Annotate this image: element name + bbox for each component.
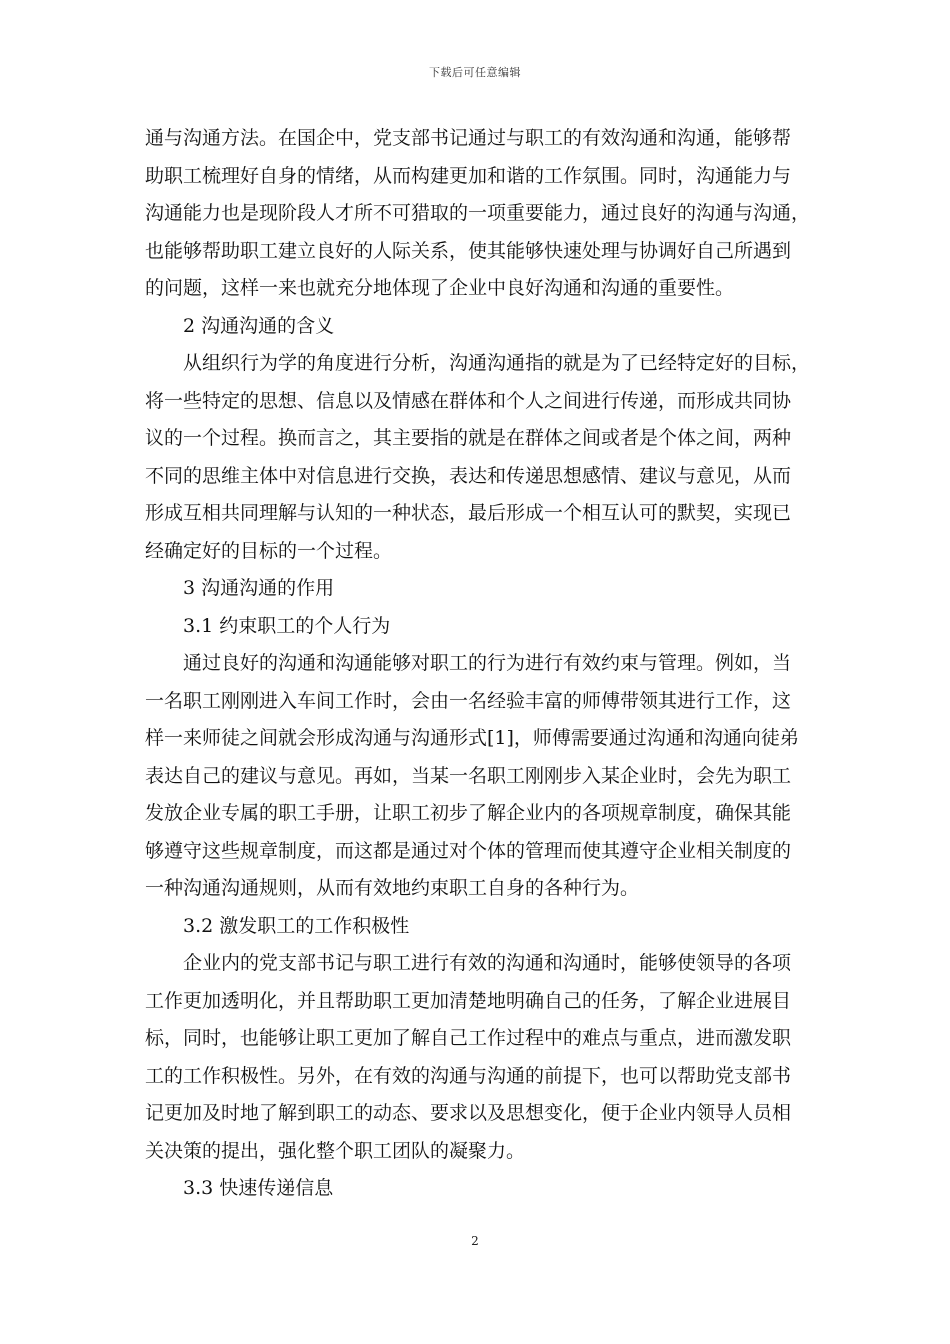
body-line: 沟通能力也是现阶段人才所不可猎取的一项重要能力，通过良好的沟通与沟通， — [145, 202, 811, 224]
body-line: 记更加及时地了解到职工的动态、要求以及思想变化，便于企业内领导人员相 — [145, 1102, 792, 1124]
body-line: 助职工梳理好自身的情绪，从而构建更加和谐的工作氛围。同时，沟通能力与 — [145, 164, 792, 187]
body-line: 样一来师徒之间就会形成沟通与沟通形式[1]，师傅需要通过沟通和沟通向徒弟 — [145, 727, 799, 749]
page-number: 2 — [471, 1234, 479, 1248]
body-line: 一名职工刚刚进入车间工作时，会由一名经验丰富的师傅带领其进行工作，这 — [145, 689, 792, 712]
section-heading: 3 沟通沟通的作用 — [183, 577, 335, 599]
body-line: 的问题，这样一来也就充分地体现了企业中良好沟通和沟通的重要性。 — [145, 277, 735, 299]
body-line: 工作更加透明化，并且帮助职工更加清楚地明确自己的任务，了解企业进展目 — [145, 989, 792, 1012]
body-line: 发放企业专属的职工手册，让职工初步了解企业内的各项规章制度，确保其能 — [145, 802, 792, 824]
body-line: 将一些特定的思想、信息以及情感在群体和个人之间进行传递，而形成共同协 — [145, 389, 792, 412]
subsection-heading: 3.2 激发职工的工作积极性 — [183, 914, 410, 937]
subsection-heading: 3.1 约束职工的个人行为 — [183, 614, 391, 637]
body-line: 通过良好的沟通和沟通能够对职工的行为进行有效约束与管理。例如，当 — [183, 652, 792, 674]
body-line: 一种沟通沟通规则，从而有效地约束职工自身的各种行为。 — [145, 877, 640, 899]
body-line: 经确定好的目标的一个过程。 — [145, 539, 393, 562]
document-body — [145, 120, 815, 1208]
body-line: 从组织行为学的角度进行分析，沟通沟通指的就是为了已经特定好的目标， — [183, 352, 811, 374]
body-line: 也能够帮助职工建立良好的人际关系，使其能够快速处理与协调好自己所遇到 — [145, 239, 792, 262]
page-header: 下载后可任意编辑 — [429, 66, 521, 79]
body-line: 议的一个过程。换而言之，其主要指的就是在群体之间或者是个体之间，两种 — [145, 427, 792, 449]
body-line: 标，同时，也能够让职工更加了解自己工作过程中的难点与重点，进而激发职 — [145, 1027, 792, 1049]
subsection-heading: 3.3 快速传递信息 — [183, 1177, 334, 1199]
body-line: 够遵守这些规章制度，而这都是通过对个体的管理而使其遵守企业相关制度的 — [145, 839, 792, 862]
body-line: 表达自己的建议与意见。再如，当某一名职工刚刚步入某企业时，会先为职工 — [145, 764, 792, 787]
section-heading: 2 沟通沟通的含义 — [183, 314, 335, 337]
body-line: 形成互相共同理解与认知的一种状态，最后形成一个相互认可的默契，实现已 — [145, 502, 792, 524]
body-line: 企业内的党支部书记与职工进行有效的沟通和沟通时，能够使领导的各项 — [183, 952, 792, 974]
body-line: 通与沟通方法。在国企中，党支部书记通过与职工的有效沟通和沟通，能够帮 — [145, 127, 792, 149]
body-line: 不同的思维主体中对信息进行交换，表达和传递思想感情、建议与意见，从而 — [145, 464, 792, 487]
body-line: 工的工作积极性。另外，在有效的沟通与沟通的前提下，也可以帮助党支部书 — [145, 1064, 792, 1087]
body-line: 关决策的提出，强化整个职工团队的凝聚力。 — [145, 1139, 526, 1162]
